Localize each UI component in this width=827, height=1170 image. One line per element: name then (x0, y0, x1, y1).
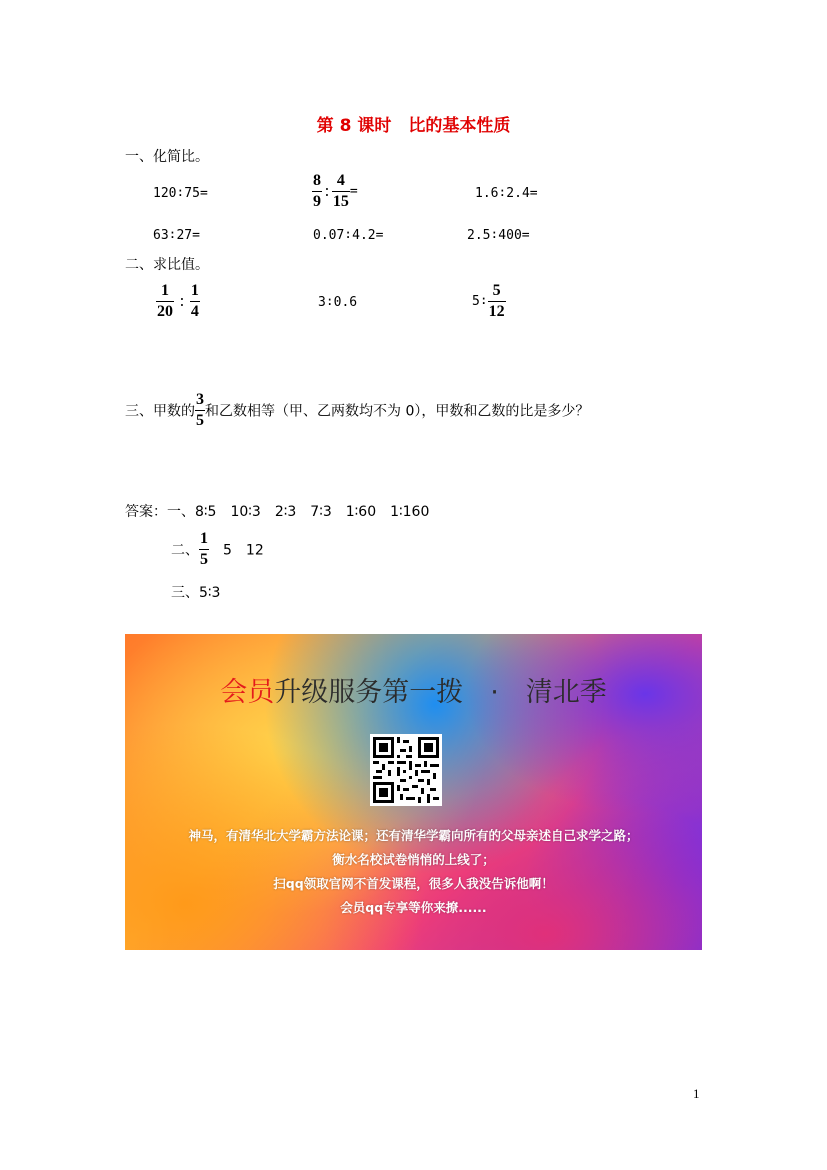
fraction-denominator: 9 (313, 193, 321, 211)
qr-code-icon[interactable] (370, 734, 442, 806)
section3-prefix: 三、甲数的 (125, 403, 195, 420)
banner-headline-separator: · (463, 677, 526, 708)
answer-line-1: 答案：一、8∶5 10∶3 2∶3 7∶3 1∶60 1∶160 (125, 504, 430, 520)
section2-heading: 二、求比值。 (125, 257, 209, 273)
banner-headline-season: 清北季 (525, 677, 607, 708)
fraction-3-5 (195, 392, 205, 429)
banner-headline-main: 升级服务第一拨 (274, 677, 464, 708)
banner-line-3: 扫qq领取官网不首发课程，很多人我没告诉他啊！ (273, 876, 554, 891)
problem-1-6: 2.5∶400= (467, 228, 530, 243)
banner-headline (125, 670, 702, 709)
answer-line-2-prefix: 二、 (171, 542, 199, 559)
fraction-4-15 (332, 173, 350, 210)
fraction-denominator: 5 (200, 551, 208, 569)
fraction-denominator: 5 (196, 412, 204, 430)
fraction-denominator: 20 (157, 303, 173, 321)
section1-heading: 一、化简比。 (125, 149, 209, 165)
banner-line-1: 神马，有清华北大学霸方法论课；还有清华学霸向所有的父母亲述自己求学之路； (188, 828, 639, 843)
answer-line-2-suffix: 5 12 (209, 542, 264, 559)
fraction-numerator: 1 (161, 282, 169, 299)
fraction-numerator: 8 (313, 172, 321, 189)
fraction-numerator: 3 (196, 391, 204, 408)
fraction-numerator: 5 (492, 282, 501, 299)
ratio-colon: ∶ (325, 182, 329, 201)
fraction-denominator: 4 (190, 303, 199, 321)
banner-line-2: 衡水名校试卷悄悄的上线了； (332, 852, 495, 867)
banner-headline-red: 会员 (220, 677, 275, 708)
problem-2-1 (156, 283, 200, 320)
problem-2-2: 3∶0.6 (318, 295, 358, 310)
section3-suffix: 和乙数相等（甲、乙两数均不为 0），甲数和乙数的比是多少？ (205, 403, 590, 420)
banner-line-4: 会员qq专享等你来撩...... (340, 900, 487, 915)
problem-1-2 (312, 173, 358, 210)
problem-1-3: 1.6∶2.4= (475, 186, 538, 201)
fraction-5-12 (488, 283, 506, 320)
problem-1-1: 120∶75= (153, 186, 208, 201)
section3-question (125, 392, 589, 429)
fraction-1-5 (199, 531, 209, 568)
fraction-numerator: 1 (200, 530, 208, 547)
problem-1-5: 0.07∶4.2= (313, 228, 384, 243)
equals-sign: = (349, 184, 358, 200)
page-number: 1 (693, 1086, 700, 1101)
ratio-prefix: 5∶ (472, 294, 488, 310)
banner-text-block (125, 824, 702, 920)
fraction-1-4 (190, 283, 200, 320)
fraction-denominator: 15 (332, 193, 349, 211)
ratio-colon: ∶ (180, 292, 184, 311)
problem-1-4: 63∶27= (153, 228, 200, 243)
answer-line-2 (171, 531, 264, 568)
fraction-denominator: 12 (488, 303, 505, 321)
promo-banner[interactable] (125, 634, 702, 950)
fraction-numerator: 1 (190, 282, 199, 299)
answer-line-3: 三、5∶3 (171, 585, 221, 601)
qr-code-graphic (370, 734, 442, 806)
problem-2-3 (472, 283, 506, 320)
fraction-numerator: 4 (336, 172, 345, 189)
fraction-1-20 (156, 283, 174, 320)
fraction-8-9 (312, 173, 322, 210)
page-title: 第 8 课时 比的基本性质 (316, 116, 511, 136)
